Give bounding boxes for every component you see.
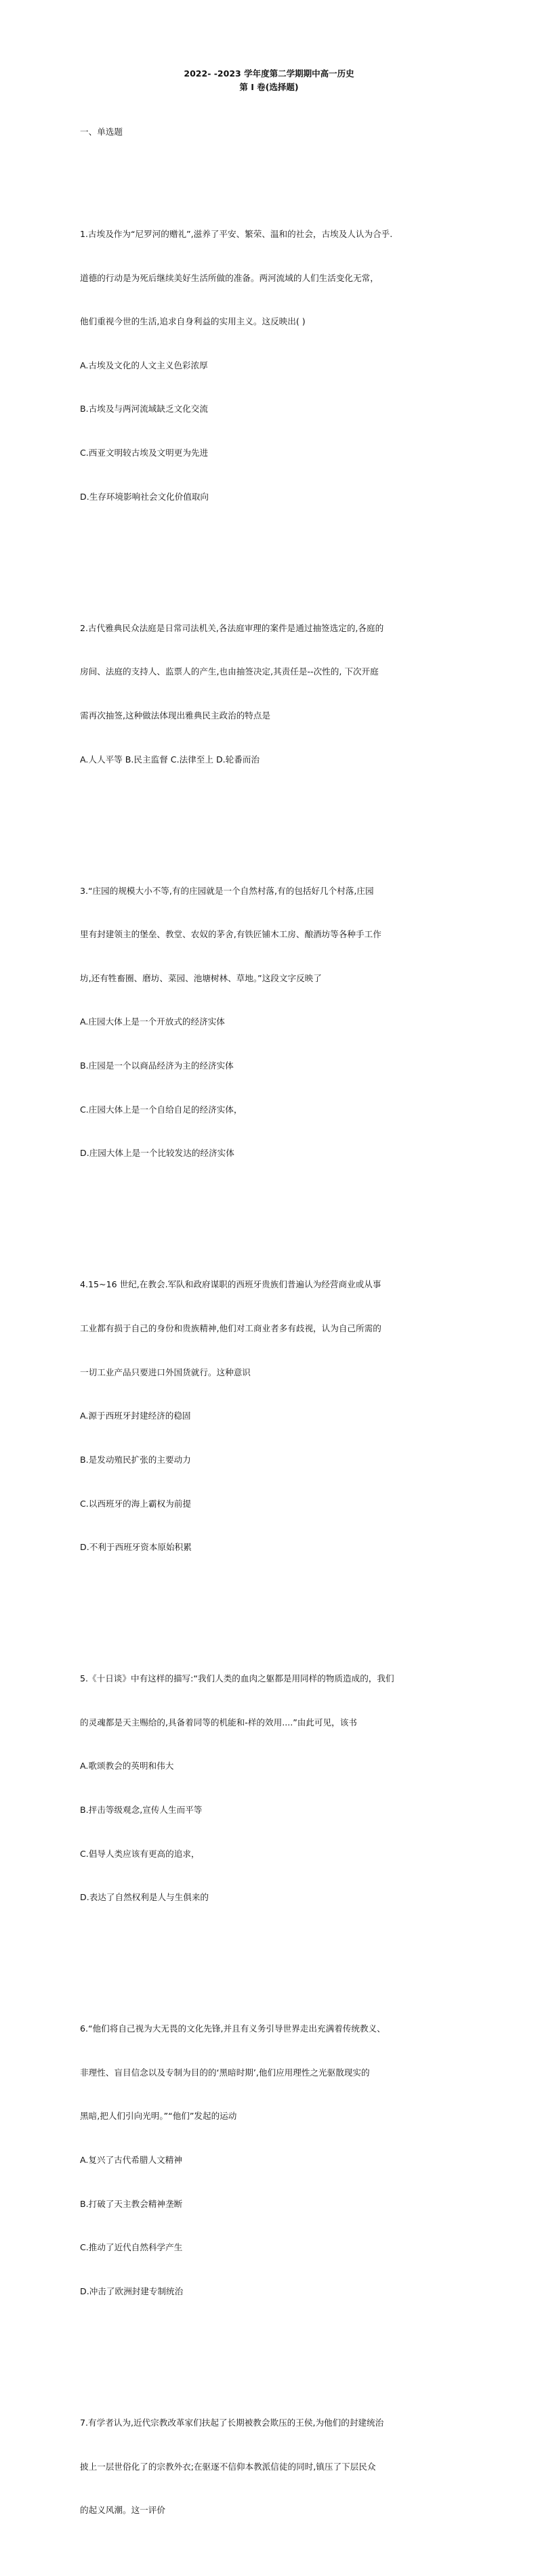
exam-subtitle: 第 I 卷(选择题): [239, 82, 299, 92]
exam-title: 2022- -2023 学年度第二学期期中高一历史: [184, 68, 354, 79]
question-stem-line: 工业都有损于自己的身份和贵族精神,他们对工商业者多有歧视，认为自己所需的: [80, 1323, 381, 1333]
question-stem-line: 他们重视今世的生活,追求自身利益的实用主义。这反映出( ): [80, 316, 306, 327]
question-stem-line: 非理性、盲目信念以及专制为目的的‘黑暗时期’,他们应用理性之光驱散现实的: [80, 2067, 370, 2078]
exam-content: [80, 95, 527, 2576]
option-a: A.源于西班牙封建经济的稳固: [80, 1411, 191, 1421]
question-stem-line: 6.“他们将自己视为大无畏的文化先锋,并且有义务引导世界走出充满着传统教义、: [80, 2023, 386, 2034]
question-stem-line: 需再次抽签,这种做法体现出雅典民主政治的特点是: [80, 710, 271, 721]
question-stem-line: 的灵魂都是天主赐给的,具备着同等的机能和-样的效用....”由此可见，该书: [80, 1717, 357, 1727]
question-stem-line: 里有封建领主的堡垒、教堂、农奴的茅舍,有铁匠铺木工房、酿酒坊等各种手工作: [80, 929, 381, 940]
section-heading: 一、单选题: [80, 127, 123, 137]
question-stem-line: 道德的行动是为死后继续美好生活所做的准备。两河流域的人们生活变化无常，: [80, 272, 379, 283]
question-stem-line: 2.古代雅典民众法庭是日常司法机关,各法庭审理的案件是通过抽签选定的,各庭的: [80, 622, 384, 633]
question-stem-line: 坊,还有牲畜圈、磨坊、菜园、池塘树林、草地。”这段文字反映了: [80, 972, 322, 983]
option-d: D.冲击了欧洲封建专制统治: [80, 2286, 184, 2297]
option-b: B.古埃及与两河流域缺乏文化交流: [80, 404, 208, 414]
option-d: D.生存环境影响社会文化价值取向: [80, 491, 209, 502]
question-stem-line: 一切工业产品只要进口外国货就行。这种意识: [80, 1367, 251, 1377]
question-stem-line: 黑暗,把人们引向光明。”“他们”发起的运动: [80, 2111, 237, 2122]
option-a: A.复兴了古代希腊人文精神: [80, 2155, 182, 2166]
option-c: C.庄园大体上是一个自给自足的经济实体，: [80, 1104, 243, 1115]
question-3: [80, 854, 527, 1190]
options-inline: A.人人平等 B.民主监督 C.法律至上 D.轮番而治: [80, 754, 260, 765]
question-6: [80, 1992, 527, 2328]
question-stem-line: 3.“庄园的规模大小不等,有的庄园就是一个自然村落,有的包括好几个村落,庄园: [80, 885, 374, 896]
question-stem-line: 的起义风潮。这一评价: [80, 2505, 165, 2516]
question-stem-line: 7.有学者认为,近代宗教改革家们扶起了长期被教会欺压的王侯,为他们的封建统治: [80, 2417, 384, 2428]
question-stem-line: 5.《十日谈》中有这样的描写:“我们人类的血肉之躯都是用同样的物质造成的，我们: [80, 1673, 394, 1684]
option-c: C.西亚文明较古埃及文明更为先进: [80, 448, 209, 458]
question-stem-line: 4.15~16 世纪,在教会.军队和政府谋职的西班牙贵族们普遍认为经营商业或从事: [80, 1279, 381, 1290]
option-b: B.抨击等级观念,宣传人生而平等: [80, 1804, 203, 1815]
option-a: A.歌颂教会的英明和伟大: [80, 1761, 174, 1772]
option-b: B.是发动殖民扩张的主要动力: [80, 1454, 191, 1465]
option-c: C.推动了近代自然科学产生: [80, 2242, 183, 2253]
option-b: B.打破了天主教会精神垄断: [80, 2198, 183, 2209]
question-1: [80, 198, 527, 534]
question-4: [80, 1248, 527, 1584]
option-c: C.以西班牙的海上霸权为前提: [80, 1498, 191, 1509]
question-7: [80, 2386, 527, 2547]
option-d: D.不利于西班牙资本原始积累: [80, 1542, 192, 1553]
option-d: D.庄园大体上是一个比较发达的经济实体: [80, 1148, 234, 1159]
question-stem-line: 房间、法庭的支持人、监票人的产生,也由抽签决定,其责任是--次性的, 下次开庭: [80, 666, 379, 677]
option-d: D.表达了自然权利是人与生俱来的: [80, 1892, 209, 1903]
option-a: A.庄园大体上是一个开放式的经济实体: [80, 1016, 225, 1027]
question-2: [80, 592, 527, 796]
option-a: A.古埃及文化的人文主义色彩浓厚: [80, 360, 208, 370]
option-c: C.倡导人类应该有更高的追求，: [80, 1848, 200, 1859]
question-stem-line: 1.古埃及作为“尼罗河的赠礼”,滋养了平安、繁荣、温和的社会，古埃及人认为合乎.: [80, 228, 393, 239]
option-b: B.庄园是一个以商品经济为主的经济实体: [80, 1060, 234, 1071]
question-stem-line: 披上一层世俗化了的宗教外衣;在驱逐不信仰本教派信徒的同时,镇压了下层民众: [80, 2461, 376, 2472]
question-5: [80, 1642, 527, 1934]
